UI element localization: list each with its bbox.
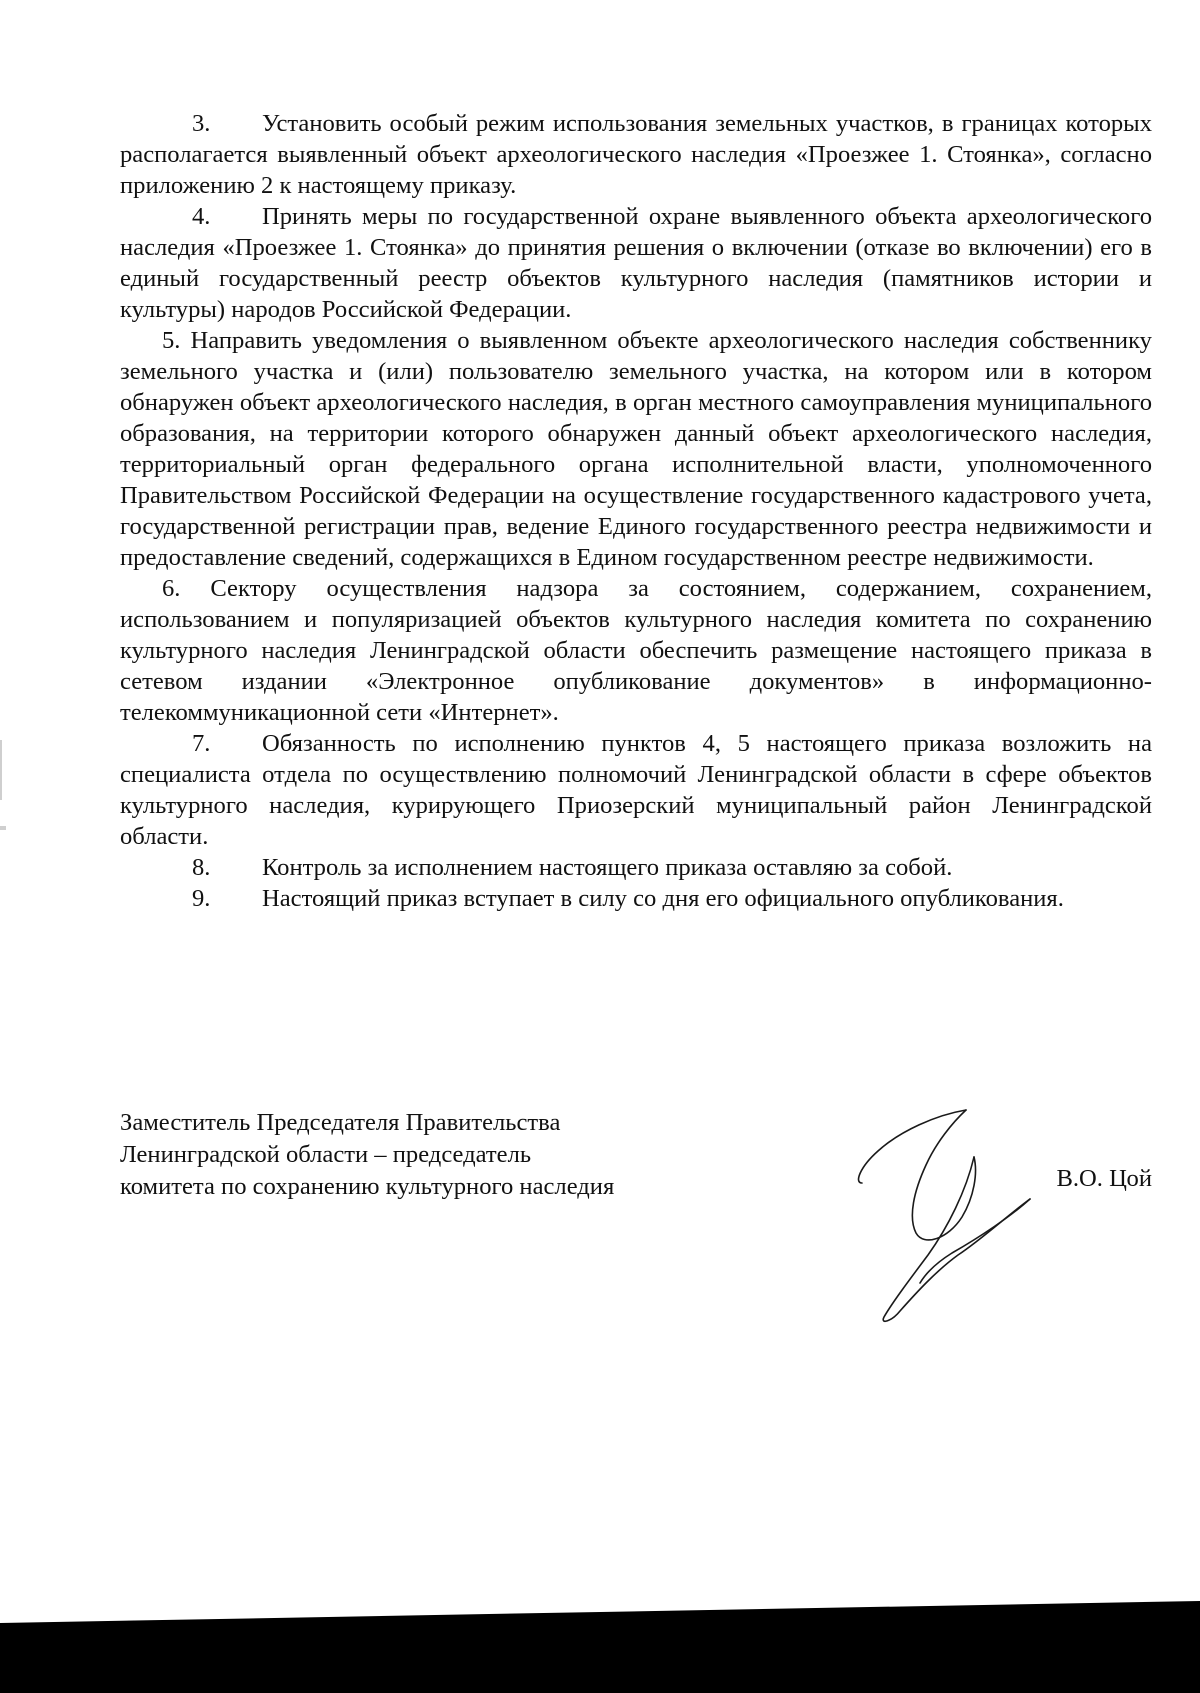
clause-text: Установить особый режим использования земельных участков, в границах которых располагается выявленный объект археологического наследия «Проезжее 1. Стоянка», согласно приложению 2 к настоящему приказу. — [120, 110, 1152, 199]
clause-8 — [120, 852, 1152, 883]
clause-5 — [120, 325, 1152, 573]
signatory-title-line: Заместитель Председателя Правительства — [120, 1109, 561, 1136]
clause-9 — [120, 883, 1152, 914]
signatory-title-line: комитета по сохранению культурного наследия — [120, 1173, 615, 1200]
clause-4 — [120, 201, 1152, 325]
clause-text: Контроль за исполнением настоящего приказа оставляю за собой. — [262, 854, 953, 881]
clause-text: Сектору осуществления надзора за состоянием, содержанием, сохранением, использованием и популяризацией объектов культурного наследия комитета по сохранению культурного наследия Ленинградской области обеспечить размещение настоящего приказа в сетевом издании «Электронное опубликование документов» в информационно-телекоммуникационной сети «Интернет». — [120, 575, 1152, 726]
signatory-name: В.О. Цой — [1056, 1165, 1152, 1192]
signatory-title — [120, 1107, 614, 1203]
order-body — [120, 108, 1152, 914]
clause-text: Направить уведомления о выявленном объекте археологического наследия собственнику земельного участка и (или) пользователю земельного участка, на котором или в котором обнаружен объект археологического наследия, в орган местного самоуправления муниципального образования, на территории которого обнаружен данный объект археологического наследия, территориальный орган федерального органа исполнительной власти, уполномоченного Правительством Российской Федерации на осуществление государственного кадастрового учета, государственной регистрации прав, ведение Единого государственного реестра недвижимости и предоставление сведений, содержащихся в Едином государственном реестре недвижимости. — [120, 327, 1152, 571]
clause-7 — [120, 728, 1152, 852]
clause-text: Принять меры по государственной охране выявленного объекта археологического наследия «Проезжее 1. Стоянка» до принятия решения о включении (отказе во включении) его в единый государственный реестр объектов культурного наследия (памятников истории и культуры) народов Российской Федерации. — [120, 203, 1152, 323]
clause-3 — [120, 108, 1152, 201]
clause-number: 7. — [192, 730, 211, 757]
scan-edge-mark — [0, 740, 2, 800]
signatory-title-line: Ленинградской области – председатель — [120, 1141, 532, 1168]
signature-block — [120, 1107, 1152, 1327]
clause-text: Настоящий приказ вступает в силу со дня его официального опубликования. — [262, 885, 1064, 912]
clause-number: 9. — [192, 885, 211, 912]
clause-number: 6. — [162, 575, 181, 602]
clause-number: 8. — [192, 854, 211, 881]
clause-text: Обязанность по исполнению пунктов 4, 5 настоящего приказа возложить на специалиста отдела по осуществлению полномочий Ленинградской области в сфере объектов культурного наследия, курирующего Приозерский муниципальный район Ленинградской области. — [120, 730, 1152, 850]
scan-edge-mark — [0, 826, 6, 830]
scan-shadow-band — [0, 1601, 1200, 1693]
clause-6 — [120, 573, 1152, 728]
clause-number: 4. — [192, 203, 211, 230]
handwritten-signature — [840, 1107, 1060, 1327]
clause-number: 3. — [192, 110, 211, 137]
clause-number: 5. — [162, 327, 181, 354]
